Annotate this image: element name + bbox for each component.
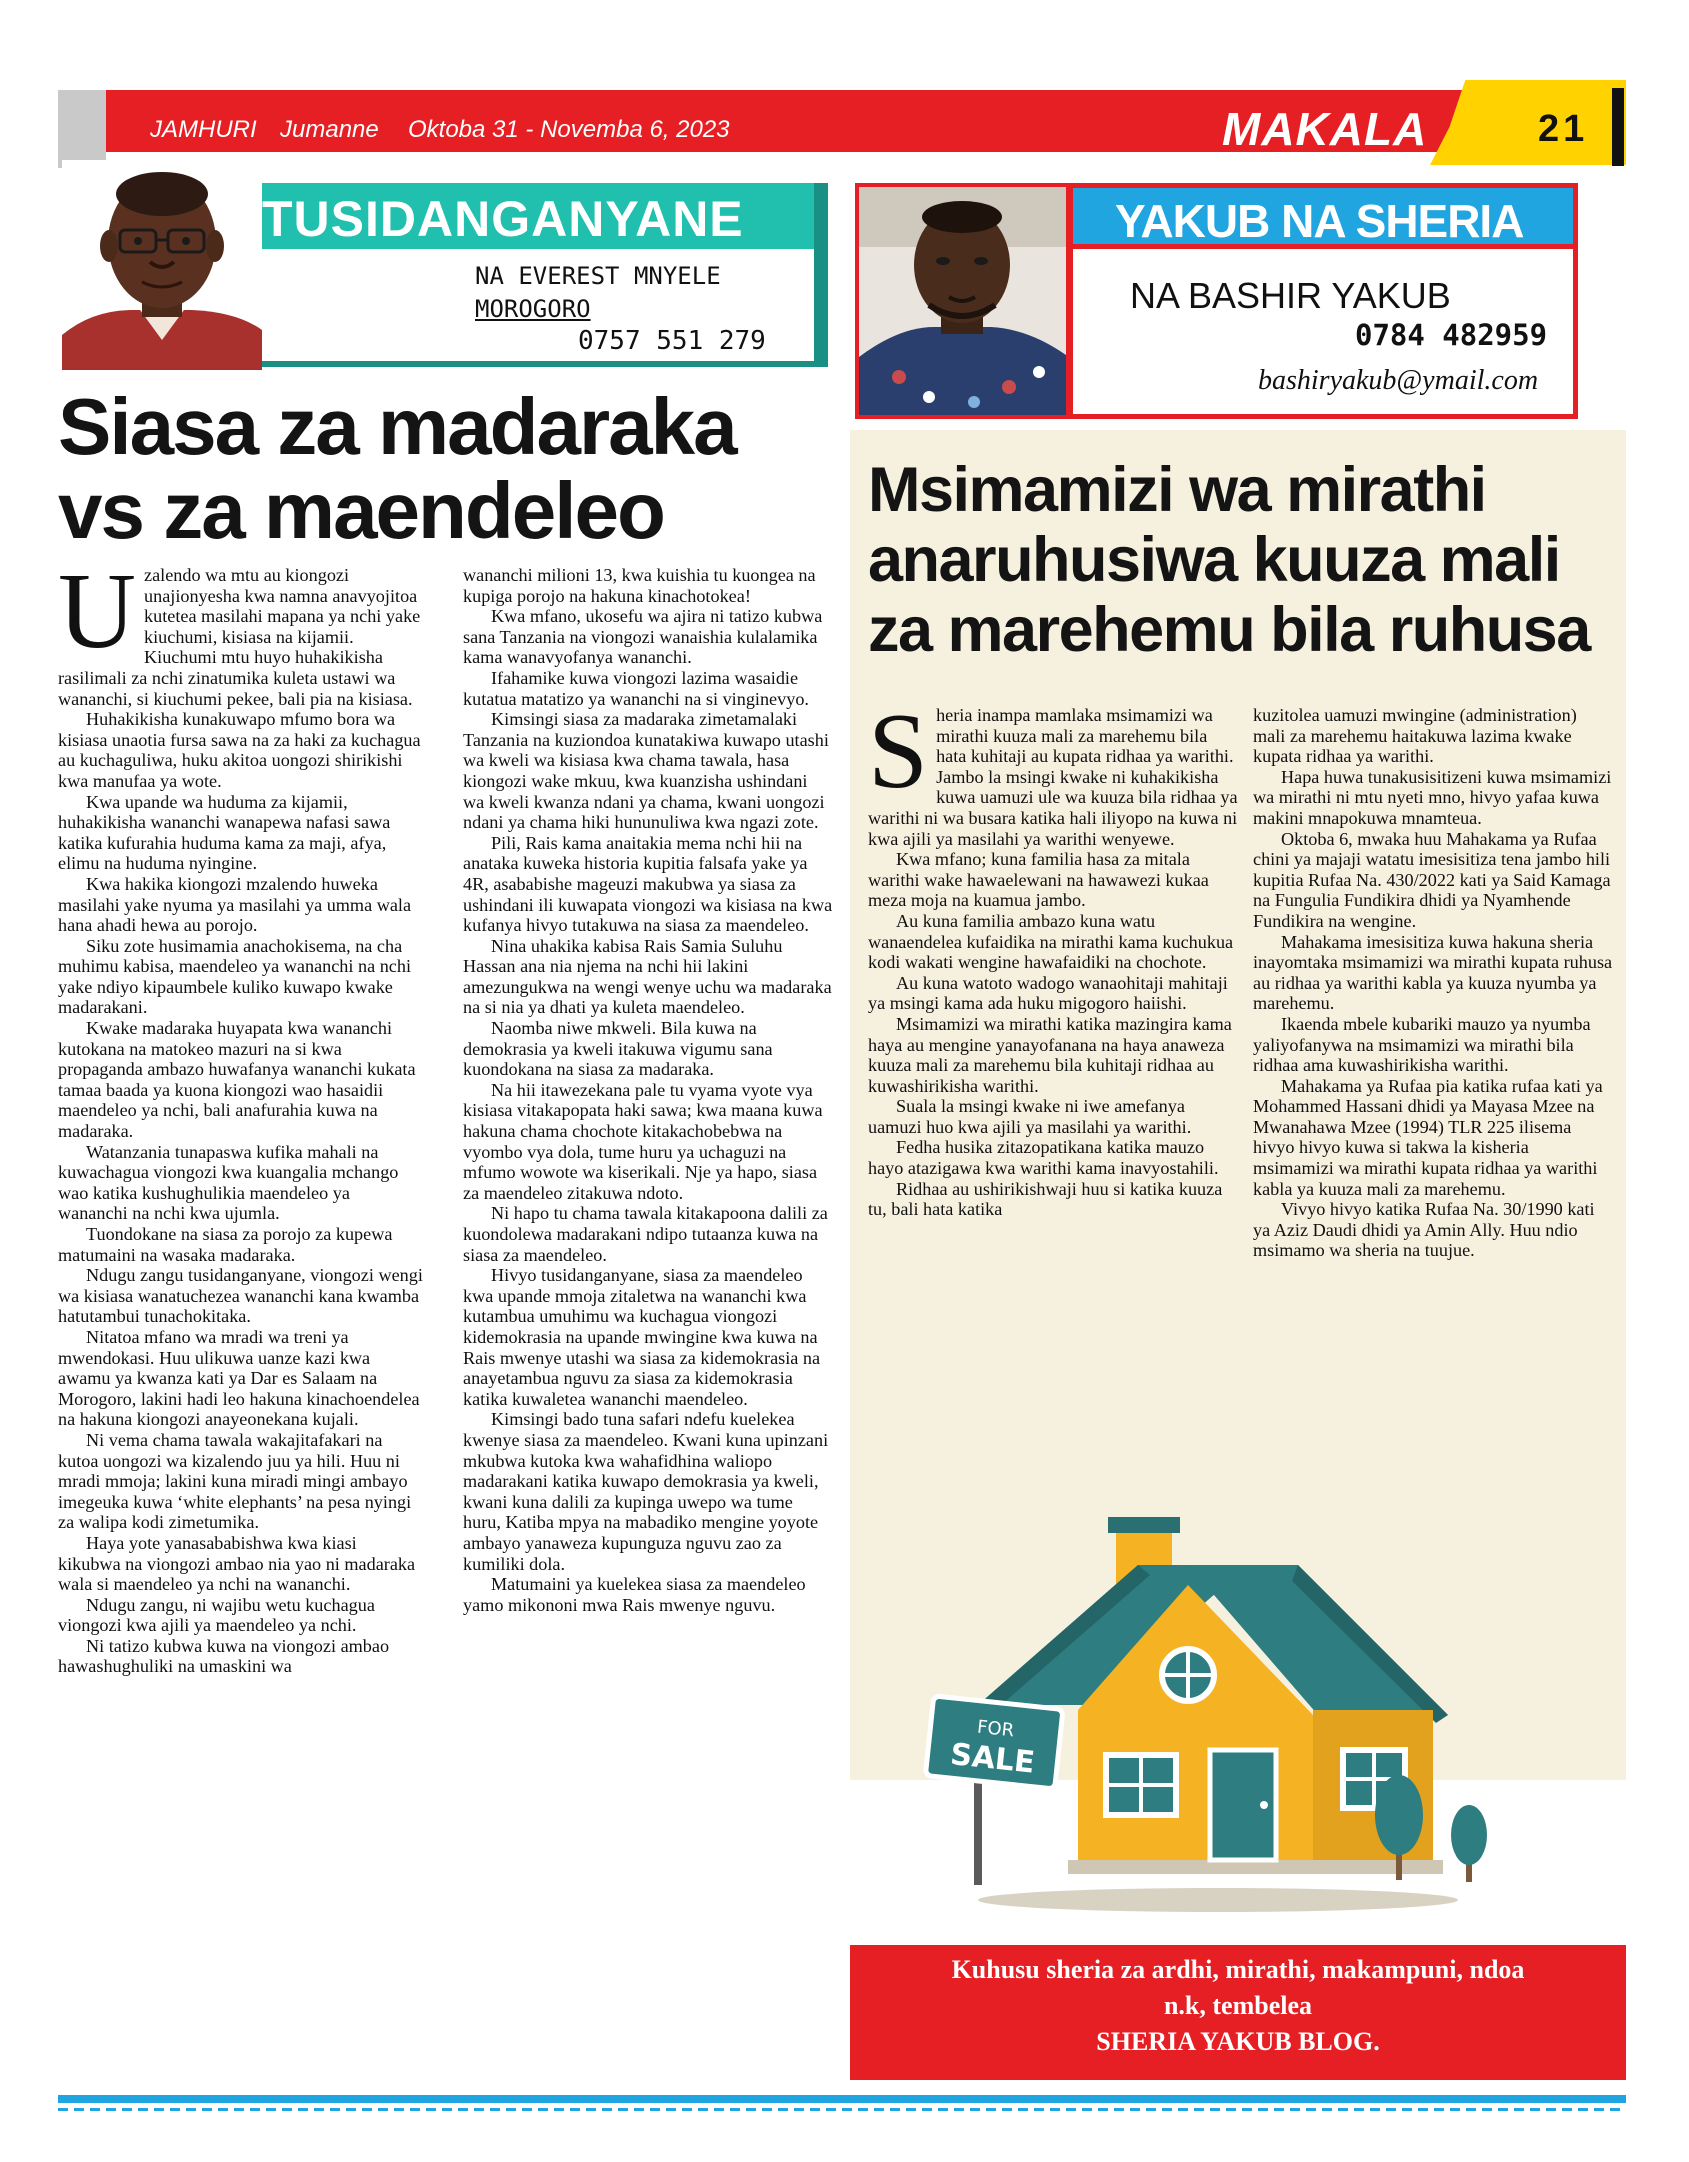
publication-day: Jumanne [280,116,379,143]
paragraph: Vivyo hivyo katika Rufaa Na. 30/1990 kati ya Aziz Daudi dhidi ya Amin Ally. Huu ndio msimamo wa sheria na tuujue. [1253,1199,1595,1261]
paragraph: Matumaini ya kuelekea siasa za maendeleo yamo mikononi mwa Rais mwenye nguvu. [463,1574,806,1615]
paragraph: Au kuna familia ambazo kuna watu wanaendelea kufaidika na mirathi kama kuchukua kodi wakati wengine hawafaidiki na chochote. [868,910,1234,973]
left-article-column-1 [58,552,423,1677]
right-phone: 0784 482959 [1355,318,1548,352]
promo-line-2: n.k, tembelea [1163,1991,1313,2020]
paragraph: Au kuna watoto wadogo wanaohitaji mahitaji ya msingi kama ada huku migogoro haiishi. [868,972,1228,1014]
paragraph: Msimamizi wa mirathi katika mazingira kama haya au mengine yanayofanana na haya anaweza kuuza mali za marehemu bila kuhitaji ridhaa au kuwashirikisha warithi. [868,1013,1232,1096]
right-drop-cap: S [868,692,929,811]
sign-text-sale: SALE [948,1737,1037,1781]
left-author: NA EVEREST MNYELE [475,262,721,290]
paragraph: Hapa huwa tunakusisitizeni kuwa msimamizi wa mirathi ni mtu nyeti mno, hivyo yafaa kuwa makini mnapokuwa mnamteua. [1253,766,1612,828]
paragraph: Ni tatizo kubwa kuwa na viongozi ambao hawashughuliki na umaskini wa [58,1635,390,1677]
paragraph: Oktoba 6, mwaka huu Mahakama ya Rufaa chini ya majaji watatu imesisitiza tena jambo hili kupitia Rufaa Na. 430/2022 kati ya Said Kamaga na Fungulia Fundikira dhidi ya Nyamhende Fundikira na wengine. [1253,828,1611,931]
paragraph: Na hii itawezekana pale tu vyama vyote vya kisiasa vitakapopata haki sawa; kwa maana kuwa hakuna chama chochote kitakachobebwa na vyombo vya dola, tume huru ya uchaguzi na mfumo wowote wa kiserikali. Nje ya hapo, siasa za maendeleo zitakuwa ndoto. [463,1079,823,1203]
paragraph: Ni vema chama tawala wakajitafakari na kutoa uongozi wa kizalendo juu ya hili. Huu ni mradi mmoja; lakini kuna miradi mingi ambayo imegeuka kuwa ‘white elephants’ na pesa nyingi za walipa kodi zimetumika. [58,1429,412,1533]
paragraph: Huhakikisha kunakuwapo mfumo bora wa kisiasa unaotia fursa sawa na za haki za kuchagua au kuchaguliwa, huku akitoa uongozi shirikishi kwa manufaa ya wote. [58,709,421,791]
paragraph: Tuondokane na siasa za porojo za kupewa matumaini na wasaka madaraka. [58,1224,393,1265]
paragraph: Watanzania tunapaswa kufika mahali na kuwachagua viongozi kwa kuangalia mchango wao katika kushughulikia maendeleo ya wananchi na nchi kwa ujumla. [58,1141,399,1224]
paragraph: Ni hapo tu chama tawala kitakapoona dalili za kuondolewa madarakani ndipo tutaanza kuwa na siasa za maendeleo. [463,1203,828,1265]
paragraph: Pili, Rais kama anaitakia mema nchi hii na anataka kuweka historia kupitia falsafa yake ya 4R, asababishe mageuzi makubwa ya siasa za ushindani ili kuwapata viongozi wa kisiasa na kwa kufanya hivyo tutakuwa na siasa za maendeleo. [463,832,833,936]
paragraph: Kiuchumi mtu huyo huhakikisha rasilimali za nchi zinatumika kuleta ustawi wa wananchi, si kiuchumi pekee, bali pia na kisiasa. [58,647,413,709]
publication-name: JAMHURI [150,116,257,143]
paragraph: Mahakama ya Rufaa pia katika rufaa kati ya Mohammed Hassani dhidi ya Mayasa Mzee na Mwanahawa Mzee (1994) TLR 225 ilisema hivyo hivyo kuwa si takwa la kisheria msimamizi wa mirathi kupata ridhaa ya warithi kabla ya kuuza mali za marehemu. [1253,1075,1603,1199]
paragraph: Kimsingi siasa za madaraka zimetamalaki Tanzania na kuziondoa kunatakiwa kuwapo utashi wa kweli wa kisiasa kwa chama tawala, hasa kiongozi wake mkuu, kwa kuanzisha ushindani wa kweli kwanza ndani ya chama, kwani uongozi ndani ya chama hiki hununuliwa kwa ngazi zote. [463,709,829,833]
author-photo-right [855,183,1070,419]
page-number: 21 [1538,108,1589,150]
paragraph: Ridhaa au ushirikishwaji huu si katika kuuza tu, bali hata katika [868,1178,1223,1220]
left-first-paragraph: zalendo wa mtu au kiongozi unajionyesha kwa namna anavyojitoa kutetea masilahi mapana ya nchi yake kiuchumi, kisiasa na kijamii. [144,565,421,647]
right-email: bashiryakub@ymail.com [1258,365,1539,396]
paragraph: Ifahamike kuwa viongozi lazima wasaidie kutatua matatizo ya wananchi na si vinginevyo. [463,667,809,709]
header-edge [1612,88,1624,166]
left-headline: Siasa za madaraka vs za maendeleo [58,382,736,555]
paragraph: Kwake madaraka huyapata kwa wananchi kutokana na matokeo mazuri na si kwa propaganda ambazo huwafanya wananchi kukata tamaa baada ya kuona kiongozi wao hasaidii maendeleo ya nchi, bali anafurahia kuwa na madaraka. [58,1018,416,1142]
paragraph: Hivyo tusidanganyane, siasa za maendeleo kwa upande mmoja zitaletwa na wananchi kwa kutambua umuhimu wa kuchagua viongozi kidemokrasia na upande mwingine kwa kuwa na Rais mwenye utashi wa siasa za kidemokrasia na anayetambua nguvu za siasa za kidemokrasia katika kuwaletea wananchi maendeleo. [463,1265,821,1409]
promo-line-3: SHERIA YAKUB BLOG. [1096,2027,1380,2056]
right-article-column-1 [868,692,1238,1220]
paragraph: Ikaenda mbele kubariki mauzo ya nyumba yaliyofanywa na msimamizi wa mirathi bila ridhaa ama kuwashirikisha warithi. [1253,1013,1591,1076]
paragraph: Kimsingi bado tuna safari ndefu kuelekea kwenye siasa za maendeleo. Kwani kuna upinzani mkubwa kutoka kwa wahafidhina waliopo madarakani katika kuwapo demokrasia ya kweli, kwani kuna dalili za kupinga uwepo wa tume huru, Katiba mpya na mabadiko mengine yoyote ambayo yanaweza kupunguza nguvu zao za kumiliki dola. [463,1409,829,1574]
bottom-dashed-rule [58,2108,1626,2111]
right-first-paragraph: heria inampa mamlaka msimamizi wa mirathi kuuza mali za marehemu bila hata kuhitaji au kupata ridhaa ya warithi. [936,705,1234,767]
right-headline: Msimamizi wa mirathi anaruhusiwa kuuza mali za marehemu bila ruhusa [868,455,1590,665]
paragraph: Naomba niwe mkweli. Bila kuwa na demokrasia ya kweli itakuwa vigumu sana kuondokana na siasa za madaraka. [463,1018,773,1080]
house-for-sale-illustration [888,1505,1528,1915]
paragraph: kuzitolea uamuzi mwingine (administration) mali za marehemu haitakuwa lazima kwake kupata ridhaa ya warithi. [1253,705,1577,767]
author-photo-left [62,160,262,370]
right-author: NA BASHIR YAKUB [1130,275,1451,316]
paragraph: Nitatoa mfano wa mradi wa treni ya mwendokasi. Huu ulikuwa uanze kazi kwa awamu ya kwanza kati ya Dar es Salaam na Morogoro, lakini hadi leo hakuna kinachoendelea na hakuna kiongozi anayeonekana kujali. [58,1326,420,1430]
left-article-column-2 [463,565,833,1615]
paragraph: Ndugu zangu, ni wajibu wetu kuchagua viongozi kwa ajili ya maendeleo ya nchi. [58,1594,375,1636]
paragraph: Kwa hakika kiongozi mzalendo huweka masilahi yake nyuma ya masilahi ya umma wala hana ahadi hewa au porojo. [58,873,412,936]
paragraph: Nina uhakika kabisa Rais Samia Suluhu Hassan ana nia njema na nchi hii lakini amezungukwa na wengi wenye uchu wa madaraka na si nia ya dhati ya kuleta maendeleo. [463,935,832,1018]
paragraph: Jambo la msingi kwake ni kuhakikisha kuwa uamuzi ule wa kuuza bila ridhaa ya warithi ni wa busara katika hali iliyopo na kuwa ni kwa ajili ya masilahi ya warithi wenyewe. [868,766,1238,849]
header-gray-tab [58,90,106,168]
left-drop-cap: U [58,552,136,671]
publication-date: Oktoba 31 - Novemba 6, 2023 [408,116,730,143]
paragraph: Fedha husika zitazopatikana katika mauzo hayo atazigawa kwa warithi kama inavyostahili. [868,1137,1219,1179]
sign-text-for: FOR [976,1716,1016,1742]
paragraph: Mahakama imesisitiza kuwa hakuna sheria inayomtaka msimamizi wa mirathi kupata ruhusa au ridhaa ya warithi kabla ya kuuza nyumba ya marehemu. [1253,931,1613,1014]
paragraph: Kwa mfano; kuna familia hasa za mitala warithi wake hawaelewani na hawawezi kukaa meza moja na kuamua jambo. [868,849,1209,911]
paragraph: Kwa mfano, ukosefu wa ajira ni tatizo kubwa sana Tanzania na viongozi wanaishia kulalamika kama wanavyofanya wananchi. [463,606,823,668]
right-article-column-2 [1253,705,1613,1261]
paragraph: wananchi milioni 13, kwa kuishia tu kuongea na kupiga porojo na hakuna kinachotokea! [463,565,816,606]
promo-line-1: Kuhusu sheria za ardhi, mirathi, makampuni, ndoa [951,1955,1525,1984]
left-column-name: TUSIDANGANYANE [262,191,744,247]
left-phone: 0757 551 279 [578,326,766,356]
paragraph: Suala la msingi kwake ni iwe amefanya uamuzi huo kwa ajili ya masilahi ya warithi. [868,1096,1192,1137]
right-column-name: YAKUB NA SHERIA [1115,195,1524,247]
paragraph: Kwa upande wa huduma za kijamii, huhakikisha wananchi wanapewa nafasi sawa katika kufurahia huduma kama za maji, afya, elimu na huduma nyingine. [58,791,391,874]
bottom-rule [58,2095,1626,2103]
paragraph: Haya yote yanasababishwa kwa kiasi kikubwa na viongozi ambao nia yao ni madaraka wala si maendeleo ya nchi na wananchi. [58,1532,416,1595]
blog-promo-text [870,1952,1606,2060]
paragraph: Ndugu zangu tusidanganyane, viongozi wengi wa kisiasa wanatuchezea wananchi kana kwamba hatutambui tunachokitaka. [58,1265,423,1327]
paragraph: Siku zote husimamia anachokisema, na cha muhimu kabisa, maendeleo ya wananchi na nchi yake ndiyo kipaumbele kuliko kuwapo kwake madarakani. [58,935,412,1018]
section-title: MAKALA [1222,103,1428,155]
left-location: MOROGORO [475,295,591,323]
